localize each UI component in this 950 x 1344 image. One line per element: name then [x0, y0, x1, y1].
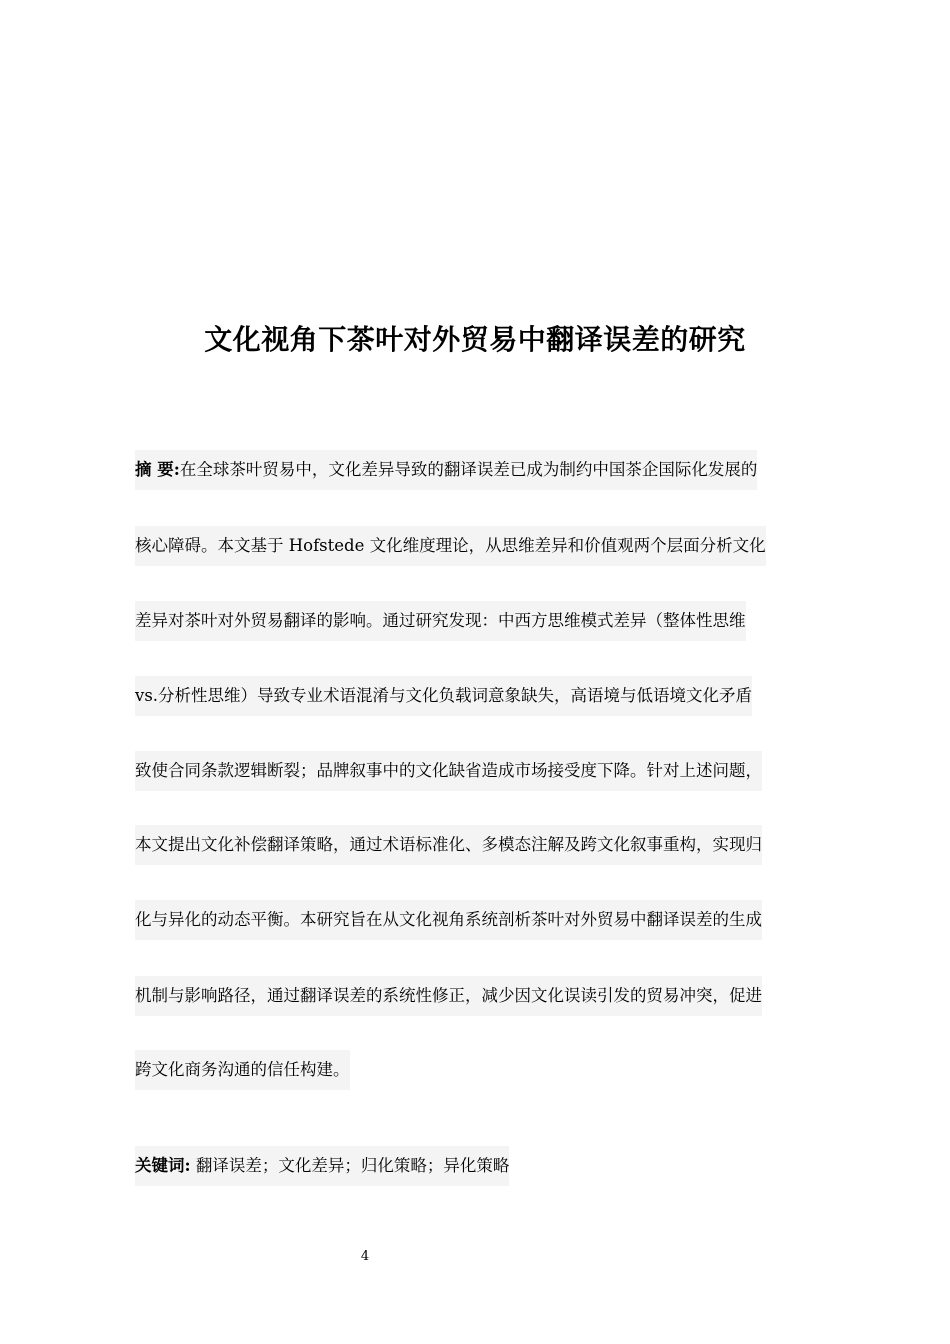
keywords-line — [135, 1146, 509, 1186]
abstract-line: 差异对茶叶对外贸易翻译的影响。通过研究发现：中西方思维模式差异（整体性思维 — [135, 601, 746, 641]
keywords-text: 翻译误差；文化差异；归化策略；异化策略 — [190, 1156, 510, 1175]
abstract-line: 化与异化的动态平衡。本研究旨在从文化视角系统剖析茶叶对外贸易中翻译误差的生成 — [135, 900, 762, 940]
abstract-line: 机制与影响路径，通过翻译误差的系统性修正，减少因文化误读引发的贸易冲突，促进 — [135, 976, 762, 1016]
abstract-line: 本文提出文化补偿翻译策略，通过术语标准化、多模态注解及跨文化叙事重构，实现归 — [135, 825, 762, 865]
abstract-line: 致使合同条款逻辑断裂；品牌叙事中的文化缺省造成市场接受度下降。针对上述问题， — [135, 751, 762, 791]
abstract-line: 核心障碍。本文基于 Hofstede 文化维度理论，从思维差异和价值观两个层面分析文化 — [135, 526, 766, 566]
page-number: 4 — [360, 1249, 370, 1264]
abstract-line: 跨文化商务沟通的信任构建。 — [135, 1050, 350, 1090]
abstract-text: 在全球茶叶贸易中，文化差异导致的翻译误差已成为制约中国茶企国际化发展的 — [179, 460, 758, 479]
abstract-label: 摘 要: — [135, 460, 180, 479]
paper-title: 文化视角下茶叶对外贸易中翻译误差的研究 — [204, 323, 746, 356]
keywords-label: 关键词: — [135, 1156, 191, 1175]
abstract-line — [135, 450, 757, 490]
abstract-line: vs.分析性思维）导致专业术语混淆与文化负载词意象缺失，高语境与低语境文化矛盾 — [135, 676, 752, 716]
